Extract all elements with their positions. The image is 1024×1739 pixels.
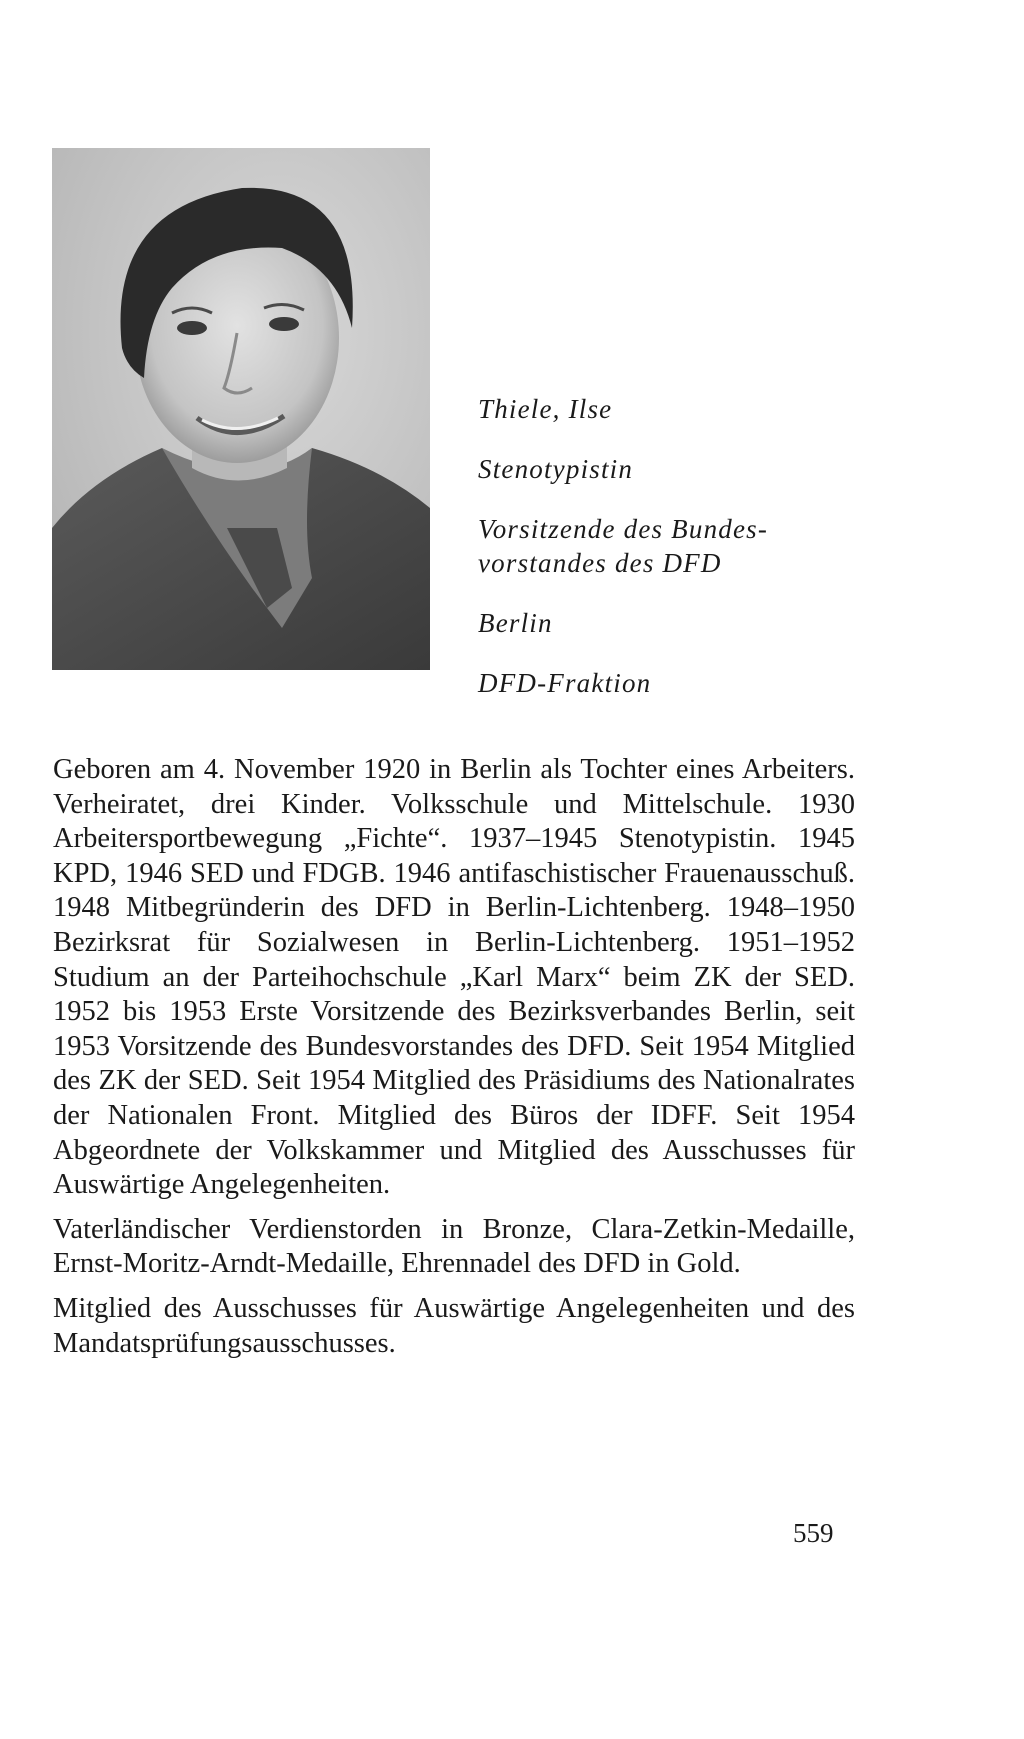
person-role [478,512,898,580]
biography-text [53,753,855,1371]
person-role-line1: Vorsitzende des Bundes- [478,514,769,544]
person-profession: Stenotypistin [478,454,634,484]
person-city: Berlin [478,608,553,638]
person-role-line2: vorstandes des DFD [478,548,722,578]
person-name: Thiele, Ilse [478,394,613,424]
biography-paragraph-3: Mitglied des Ausschusses für Auswärtige Angelegenheiten und des Mandatsprüfungsausschusses. [53,1292,855,1359]
portrait-image [52,148,430,670]
biography-paragraph-1: Geboren am 4. November 1920 in Berlin als Tochter eines Arbeiters. Verheiratet, drei Kinder. Volksschule und Mittelschule. 1930 Arbeitersportbewegung „Fichte“. 1937–1945 Stenotypistin. 1945 KPD, 1946 SED und FDGB. 1946 antifaschistischer Frauenausschuß. 1948 Mitbegründerin des DFD in Berlin-Lichtenberg. 1948–1950 Bezirksrat für Sozialwesen in Berlin-Lichtenberg. 1951–1952 Studium an der Parteihochschule „Karl Marx“ beim ZK der SED. 1952 bis 1953 Erste Vorsitzende des Bezirksverbandes Berlin, seit 1953 Vorsitzende des Bundesvorstandes des DFD. Seit 1954 Mitglied des ZK der SED. Seit 1954 Mitglied des Präsidiums des Nationalrates der Nationalen Front. Mitglied des Büros der IDFF. Seit 1954 Abgeordnete der Volkskammer und Mitglied des Ausschusses für Auswärtige Angelegenheiten. [53,754,855,1201]
portrait-photo [52,148,430,670]
person-header [478,392,898,726]
page-number: 559 [793,1518,834,1548]
biography-paragraph-2: Vaterländischer Verdienstorden in Bronze, Clara-Zetkin-Medaille, Ernst-Moritz-Arndt-Medaille, Ehrennadel des DFD in Gold. [53,1213,855,1280]
person-faction: DFD-Fraktion [478,668,652,698]
